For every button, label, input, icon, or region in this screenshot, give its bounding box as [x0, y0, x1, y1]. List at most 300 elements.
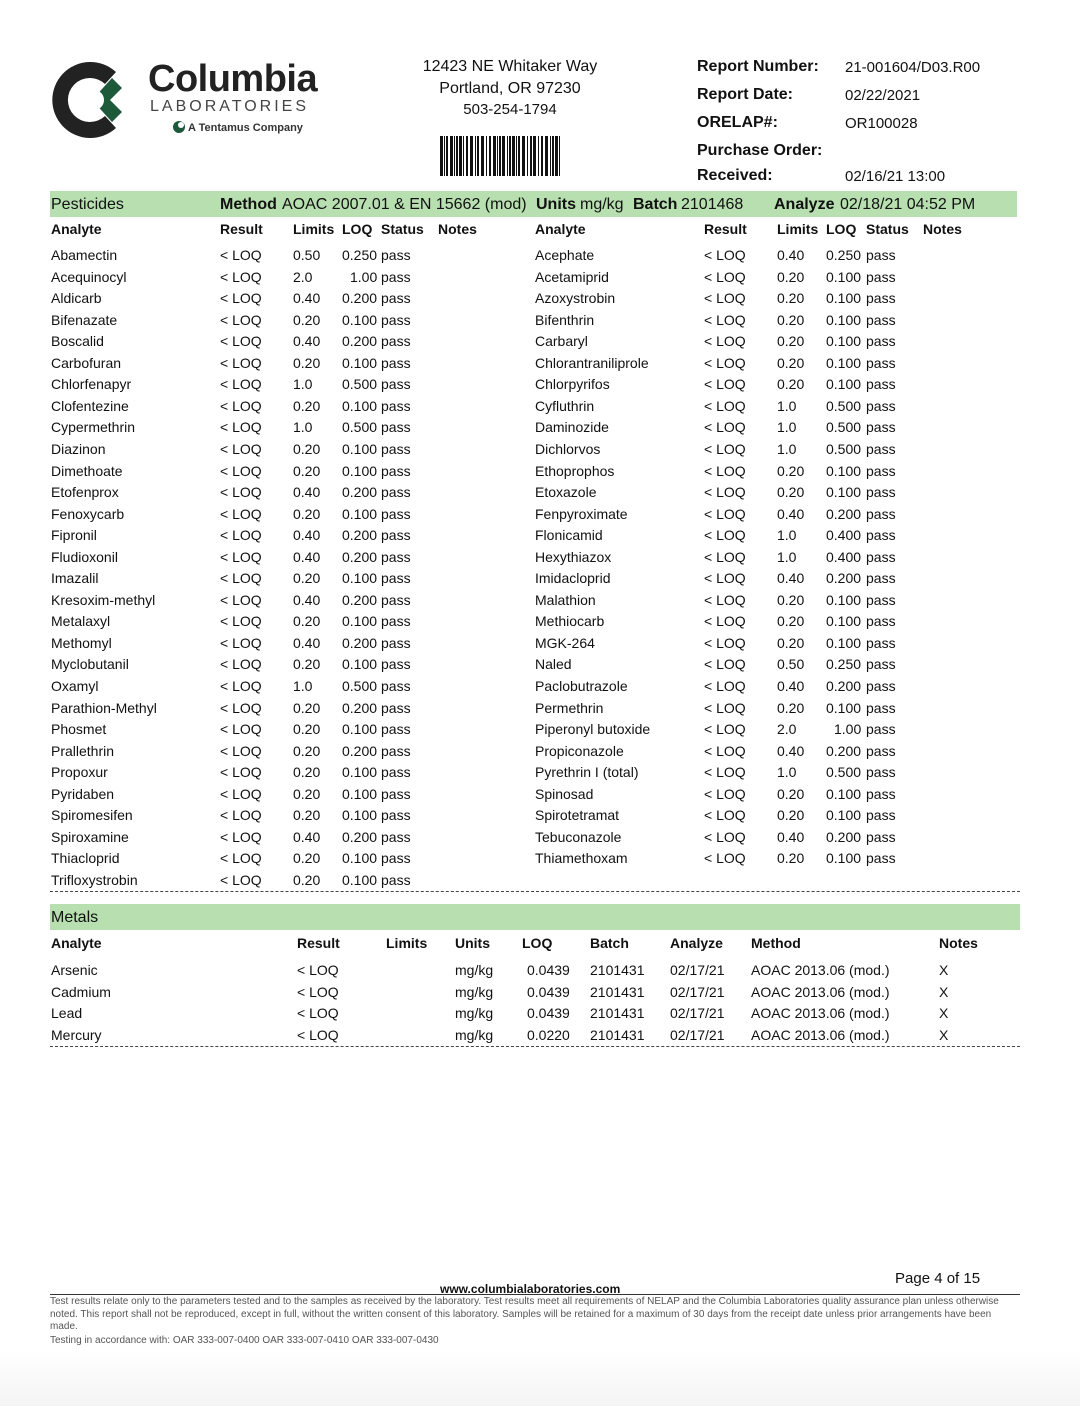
metal-r2-loq: 0.0439 [527, 1005, 570, 1021]
pesticide-left-r1-loq: 1.00 [350, 269, 378, 285]
pesticide-left-r22-result: < LOQ [220, 721, 262, 737]
pesticide-left-r6-status: pass [381, 376, 411, 392]
metals-title: Metals [51, 909, 99, 926]
barcode-bar [456, 136, 458, 176]
pesticide-left-r7-loq: 0.100 [342, 398, 378, 414]
pesticide-left-r15-loq: 0.100 [342, 570, 378, 586]
pesticide-right-r7-result: < LOQ [704, 398, 746, 414]
header-result-left: Result [220, 221, 263, 237]
pesticide-left-r0-loq: 0.250 [342, 247, 378, 263]
metals-divider [50, 1046, 1020, 1047]
barcode-bar [499, 136, 501, 176]
header-notes-right: Notes [923, 221, 962, 237]
footer-testing: Testing in accordance with: OAR 333-007-0400 OAR 333-007-0410 OAR 333-007-0430 [50, 1335, 439, 1346]
pesticide-right-r28-loq: 0.100 [826, 850, 862, 866]
pesticide-left-r20-analyte: Oxamyl [51, 678, 99, 694]
pesticide-right-r9-status: pass [866, 441, 896, 457]
metals-header-result: Result [297, 935, 340, 951]
pesticide-right-r6-analyte: Chlorpyrifos [535, 376, 610, 392]
pesticide-left-r13-status: pass [381, 527, 411, 543]
pesticide-right-r21-analyte: Permethrin [535, 700, 604, 716]
pesticide-left-r19-loq: 0.100 [342, 656, 378, 672]
pesticide-right-r2-result: < LOQ [704, 290, 746, 306]
pesticide-left-r23-analyte: Prallethrin [51, 743, 115, 759]
pesticide-right-r5-loq: 0.100 [826, 355, 862, 371]
pesticide-left-r15-limits: 0.20 [293, 570, 321, 586]
pesticide-left-r16-result: < LOQ [220, 592, 262, 608]
metal-r3-analyze: 02/17/21 [670, 1027, 725, 1043]
pesticide-right-r21-status: pass [866, 700, 896, 716]
pesticide-left-r9-limits: 0.20 [293, 441, 321, 457]
pesticide-right-r15-result: < LOQ [704, 570, 746, 586]
pesticide-right-r2-limits: 0.20 [777, 290, 805, 306]
pesticide-left-r27-status: pass [381, 829, 411, 845]
pesticide-left-r27-analyte: Spiroxamine [51, 829, 129, 845]
pesticide-right-r3-loq: 0.100 [826, 312, 862, 328]
pesticide-right-r28-limits: 0.20 [777, 850, 805, 866]
pesticide-left-r14-loq: 0.200 [342, 549, 378, 565]
barcode-bar [522, 136, 525, 176]
pesticide-right-r25-result: < LOQ [704, 786, 746, 802]
metals-band [50, 904, 1020, 930]
pesticide-left-r27-result: < LOQ [220, 829, 262, 845]
pesticide-left-r8-status: pass [381, 419, 411, 435]
pesticide-left-r6-limits: 1.0 [293, 376, 313, 392]
pesticide-right-r1-result: < LOQ [704, 269, 746, 285]
pesticide-right-r8-analyte: Daminozide [535, 419, 609, 435]
pesticide-right-r12-status: pass [866, 506, 896, 522]
pesticide-left-r10-loq: 0.100 [342, 463, 378, 479]
pesticide-left-r5-loq: 0.100 [342, 355, 378, 371]
metals-header-analyze: Analyze [670, 935, 723, 951]
pesticide-left-r25-limits: 0.20 [293, 786, 321, 802]
metal-r0-loq: 0.0439 [527, 962, 570, 978]
pesticide-right-r24-analyte: Pyrethrin I (total) [535, 764, 639, 780]
pesticide-right-r21-result: < LOQ [704, 700, 746, 716]
pesticide-left-r24-limits: 0.20 [293, 764, 321, 780]
pesticide-right-r1-loq: 0.100 [826, 269, 862, 285]
barcode-bar [463, 136, 464, 176]
metal-r3-units: mg/kg [455, 1027, 494, 1043]
pesticide-left-r3-loq: 0.100 [342, 312, 378, 328]
pesticide-right-r4-status: pass [866, 333, 896, 349]
pesticide-left-r5-status: pass [381, 355, 411, 371]
pesticide-right-r4-analyte: Carbaryl [535, 333, 588, 349]
pesticide-left-r3-limits: 0.20 [293, 312, 321, 328]
pesticide-right-r2-loq: 0.100 [826, 290, 862, 306]
barcode-bar [541, 136, 543, 176]
address-phone: 503-254-1794 [463, 101, 557, 118]
barcode-bar [530, 136, 532, 176]
pesticide-left-r16-limits: 0.40 [293, 592, 321, 608]
logo-mark-icon [50, 50, 140, 150]
pesticide-left-r28-loq: 0.100 [342, 850, 378, 866]
pesticide-left-r4-result: < LOQ [220, 333, 262, 349]
pesticide-left-r25-result: < LOQ [220, 786, 262, 802]
pesticide-left-r23-limits: 0.20 [293, 743, 321, 759]
metal-r1-loq: 0.0439 [527, 984, 570, 1000]
pesticide-left-r27-limits: 0.40 [293, 829, 321, 845]
pesticide-left-r7-result: < LOQ [220, 398, 262, 414]
pesticide-left-r22-limits: 0.20 [293, 721, 321, 737]
pesticide-right-r6-result: < LOQ [704, 376, 746, 392]
pesticide-right-r23-status: pass [866, 743, 896, 759]
pesticide-right-r27-status: pass [866, 829, 896, 845]
pesticide-left-r21-loq: 0.200 [342, 700, 378, 716]
pesticide-left-r27-loq: 0.200 [342, 829, 378, 845]
metals-header-units: Units [455, 935, 490, 951]
metal-r1-method: AOAC 2013.06 (mod.) [751, 984, 890, 1000]
pesticide-right-r6-limits: 0.20 [777, 376, 805, 392]
pesticide-right-r20-loq: 0.200 [826, 678, 862, 694]
barcode-bar [486, 136, 487, 176]
pesticide-left-r24-result: < LOQ [220, 764, 262, 780]
metals-header-notes: Notes [939, 935, 978, 951]
barcode-bar [466, 136, 468, 176]
pesticide-left-r9-analyte: Diazinon [51, 441, 106, 457]
metal-r1-units: mg/kg [455, 984, 494, 1000]
pesticide-left-r11-result: < LOQ [220, 484, 262, 500]
pesticide-left-r26-analyte: Spiromesifen [51, 807, 133, 823]
pesticide-right-r22-limits: 2.0 [777, 721, 797, 737]
pesticide-left-r5-analyte: Carbofuran [51, 355, 122, 371]
pesticide-left-r28-status: pass [381, 850, 411, 866]
report-date: 02/22/2021 [845, 87, 921, 104]
pesticide-left-r19-result: < LOQ [220, 656, 262, 672]
metal-r3-batch: 2101431 [590, 1027, 645, 1043]
pesticide-left-r2-analyte: Aldicarb [51, 290, 102, 306]
metal-r3-notes: X [939, 1027, 949, 1043]
barcode-bar [489, 136, 491, 176]
pesticide-right-r17-loq: 0.100 [826, 613, 862, 629]
pesticide-right-r26-loq: 0.100 [826, 807, 862, 823]
metal-r0-analyze: 02/17/21 [670, 962, 725, 978]
pesticide-left-r19-analyte: Myclobutanil [51, 656, 129, 672]
pesticide-left-r10-analyte: Dimethoate [51, 463, 123, 479]
header-notes-left: Notes [438, 221, 477, 237]
pesticide-left-r12-status: pass [381, 506, 411, 522]
pesticide-left-r4-loq: 0.200 [342, 333, 378, 349]
pesticide-left-r15-analyte: Imazalil [51, 570, 99, 586]
pesticide-left-r2-limits: 0.40 [293, 290, 321, 306]
metals-header-limits: Limits [386, 935, 428, 951]
pesticide-left-r20-result: < LOQ [220, 678, 262, 694]
pesticide-left-r26-limits: 0.20 [293, 807, 321, 823]
pesticide-right-r2-analyte: Azoxystrobin [535, 290, 616, 306]
metal-r2-analyte: Lead [51, 1005, 83, 1021]
header-analyte-right: Analyte [535, 221, 586, 237]
pesticide-right-r1-analyte: Acetamiprid [535, 269, 609, 285]
pesticide-right-r23-limits: 0.40 [777, 743, 805, 759]
barcode-bar [545, 136, 548, 176]
pesticide-left-r20-status: pass [381, 678, 411, 694]
metal-r1-batch: 2101431 [590, 984, 645, 1000]
pesticides-title: Pesticides [51, 196, 124, 213]
logo-sub: LABORATORIES [150, 98, 309, 115]
pesticide-right-r24-result: < LOQ [704, 764, 746, 780]
pesticide-left-r9-status: pass [381, 441, 411, 457]
pesticide-right-r25-loq: 0.100 [826, 786, 862, 802]
footer-url[interactable]: www.columbialaboratories.com [440, 1282, 621, 1296]
barcode-bar [477, 136, 479, 176]
method-value: AOAC 2007.01 & EN 15662 (mod) [282, 196, 527, 213]
columbia-logo [50, 50, 340, 150]
pesticide-left-r26-status: pass [381, 807, 411, 823]
pesticide-left-r29-result: < LOQ [220, 872, 262, 888]
report-number-label: Report Number: [697, 58, 819, 75]
metals-header-loq: LOQ [522, 935, 553, 951]
pesticide-right-r7-loq: 0.500 [826, 398, 862, 414]
barcode-bar [481, 136, 484, 176]
pesticide-right-r0-limits: 0.40 [777, 247, 805, 263]
metal-r2-analyze: 02/17/21 [670, 1005, 725, 1021]
pesticide-right-r5-result: < LOQ [704, 355, 746, 371]
barcode-bar [533, 136, 536, 176]
pesticide-right-r20-result: < LOQ [704, 678, 746, 694]
header-result-right: Result [704, 221, 747, 237]
pesticide-left-r11-status: pass [381, 484, 411, 500]
pesticide-right-r27-limits: 0.40 [777, 829, 805, 845]
barcode-bar [550, 136, 551, 176]
tentamus-icon [172, 120, 186, 134]
pesticide-left-r20-loq: 0.500 [342, 678, 378, 694]
pesticide-left-r13-limits: 0.40 [293, 527, 321, 543]
pesticide-left-r6-loq: 0.500 [342, 376, 378, 392]
batch-label: Batch [633, 196, 678, 213]
pesticide-left-r21-status: pass [381, 700, 411, 716]
pesticide-left-r18-analyte: Methomyl [51, 635, 112, 651]
pesticide-right-r5-analyte: Chlorantraniliprole [535, 355, 649, 371]
pesticide-left-r2-result: < LOQ [220, 290, 262, 306]
header-loq-right: LOQ [826, 221, 857, 237]
pesticide-right-r15-analyte: Imidacloprid [535, 570, 611, 586]
pesticide-right-r23-loq: 0.200 [826, 743, 862, 759]
pesticide-right-r13-status: pass [866, 527, 896, 543]
barcode-bar [552, 136, 554, 176]
pesticide-right-r9-limits: 1.0 [777, 441, 797, 457]
pesticide-right-r13-analyte: Flonicamid [535, 527, 603, 543]
pesticide-left-r4-status: pass [381, 333, 411, 349]
pesticide-right-r15-status: pass [866, 570, 896, 586]
barcode-bar [459, 136, 462, 176]
metal-r3-result: < LOQ [297, 1027, 339, 1043]
barcode-bar [516, 136, 517, 176]
pesticide-left-r5-result: < LOQ [220, 355, 262, 371]
metals-header-method: Method [751, 935, 801, 951]
logo-tag: A Tentamus Company [188, 122, 303, 134]
barcode-bar [518, 136, 520, 176]
pesticide-left-r15-result: < LOQ [220, 570, 262, 586]
units-value: mg/kg [580, 196, 624, 213]
pesticide-right-r6-status: pass [866, 376, 896, 392]
pesticide-right-r8-limits: 1.0 [777, 419, 797, 435]
pesticide-left-r24-loq: 0.100 [342, 764, 378, 780]
pesticide-right-r26-limits: 0.20 [777, 807, 805, 823]
pesticide-right-r8-status: pass [866, 419, 896, 435]
pesticide-left-r12-analyte: Fenoxycarb [51, 506, 125, 522]
pesticide-right-r4-limits: 0.20 [777, 333, 805, 349]
pesticide-right-r25-status: pass [866, 786, 896, 802]
metal-r3-analyte: Mercury [51, 1027, 102, 1043]
metal-r0-units: mg/kg [455, 962, 494, 978]
pesticide-right-r20-limits: 0.40 [777, 678, 805, 694]
pesticide-left-r22-analyte: Phosmet [51, 721, 107, 737]
metals-header-batch: Batch [590, 935, 629, 951]
pesticide-right-r1-limits: 0.20 [777, 269, 805, 285]
pesticide-right-r10-analyte: Ethoprophos [535, 463, 615, 479]
header-limits-left: Limits [293, 221, 335, 237]
pesticide-right-r7-limits: 1.0 [777, 398, 797, 414]
pesticide-left-r2-loq: 0.200 [342, 290, 378, 306]
pesticide-right-r12-result: < LOQ [704, 506, 746, 522]
pesticide-right-r25-analyte: Spinosad [535, 786, 594, 802]
pesticide-left-r8-limits: 1.0 [293, 419, 313, 435]
metal-r1-notes: X [939, 984, 949, 1000]
pesticide-right-r17-result: < LOQ [704, 613, 746, 629]
pesticide-right-r20-analyte: Paclobutrazole [535, 678, 628, 694]
pesticide-left-r9-loq: 0.100 [342, 441, 378, 457]
pesticide-left-r28-limits: 0.20 [293, 850, 321, 866]
footer-disclaimer: Test results relate only to the parameters tested and to the samples as received by the laboratory. Test results meet all requirements of NELAP and the Columbia Laboratories quality assurance plan unless otherwise noted. This report shall not be reproduced, except in full, without the written consent of this laboratory. Samples will be retained for a maximum of 30 days from the receipt date unless prior arrangements have been made. [50, 1296, 999, 1333]
pesticide-left-r13-loq: 0.200 [342, 527, 378, 543]
pesticide-left-r9-result: < LOQ [220, 441, 262, 457]
pesticide-left-r25-loq: 0.100 [342, 786, 378, 802]
pesticide-right-r2-status: pass [866, 290, 896, 306]
pesticide-right-r21-loq: 0.100 [826, 700, 862, 716]
barcode-bar [446, 136, 448, 176]
report-number: 21-001604/D03.R00 [845, 59, 981, 76]
page-number: Page 4 of 15 [895, 1270, 981, 1287]
metal-r1-analyte: Cadmium [51, 984, 111, 1000]
pesticide-left-r29-analyte: Trifloxystrobin [51, 872, 138, 888]
pesticide-right-r5-limits: 0.20 [777, 355, 805, 371]
barcode-bar [512, 136, 515, 176]
pesticide-right-r17-analyte: Methiocarb [535, 613, 605, 629]
pesticide-right-r5-status: pass [866, 355, 896, 371]
pesticide-left-r14-result: < LOQ [220, 549, 262, 565]
pesticide-right-r19-status: pass [866, 656, 896, 672]
pesticide-left-r14-status: pass [381, 549, 411, 565]
barcode-bar [509, 136, 511, 176]
purchase-order-label: Purchase Order: [697, 142, 823, 159]
pesticide-left-r24-analyte: Propoxur [51, 764, 108, 780]
pesticide-left-r28-result: < LOQ [220, 850, 262, 866]
pesticide-right-r14-analyte: Hexythiazox [535, 549, 612, 565]
pesticide-right-r18-status: pass [866, 635, 896, 651]
pesticide-left-r0-analyte: Abamectin [51, 247, 118, 263]
pesticide-right-r14-limits: 1.0 [777, 549, 797, 565]
pesticide-left-r8-result: < LOQ [220, 419, 262, 435]
metal-r2-result: < LOQ [297, 1005, 339, 1021]
pesticide-right-r13-limits: 1.0 [777, 527, 797, 543]
pesticide-right-r0-result: < LOQ [704, 247, 746, 263]
metal-r0-notes: X [939, 962, 949, 978]
pesticide-left-r0-status: pass [381, 247, 411, 263]
pesticide-right-r13-result: < LOQ [704, 527, 746, 543]
pesticide-left-r10-result: < LOQ [220, 463, 262, 479]
metal-r0-analyte: Arsenic [51, 962, 98, 978]
pesticide-right-r19-result: < LOQ [704, 656, 746, 672]
pesticide-left-r13-result: < LOQ [220, 527, 262, 543]
pesticide-right-r12-loq: 0.200 [826, 506, 862, 522]
pesticide-left-r1-analyte: Acequinocyl [51, 269, 127, 285]
pesticide-left-r16-loq: 0.200 [342, 592, 378, 608]
report-date-label: Report Date: [697, 86, 794, 103]
pesticide-right-r17-status: pass [866, 613, 896, 629]
pesticide-left-r14-analyte: Fludioxonil [51, 549, 118, 565]
pesticide-left-r25-analyte: Pyridaben [51, 786, 115, 802]
barcode-bar [555, 136, 558, 176]
method-label: Method [220, 196, 277, 213]
header-status-left: Status [381, 221, 424, 237]
pesticide-right-r28-analyte: Thiamethoxam [535, 850, 628, 866]
pesticide-left-r17-result: < LOQ [220, 613, 262, 629]
barcode-bar [493, 136, 496, 176]
pesticide-left-r20-limits: 1.0 [293, 678, 313, 694]
metal-r2-method: AOAC 2013.06 (mod.) [751, 1005, 890, 1021]
pesticide-left-r18-status: pass [381, 635, 411, 651]
pesticide-left-r26-result: < LOQ [220, 807, 262, 823]
pesticide-left-r17-analyte: Metalaxyl [51, 613, 111, 629]
pesticide-left-r11-loq: 0.200 [342, 484, 378, 500]
analyze-value: 02/18/21 04:52 PM [840, 196, 976, 213]
pesticides-band [50, 191, 1017, 217]
pesticide-right-r28-result: < LOQ [704, 850, 746, 866]
pesticide-left-r14-limits: 0.40 [293, 549, 321, 565]
pesticide-left-r2-status: pass [381, 290, 411, 306]
pesticide-right-r16-loq: 0.100 [826, 592, 862, 608]
barcode-bar [454, 136, 455, 176]
pesticide-right-r11-limits: 0.20 [777, 484, 805, 500]
pesticide-right-r16-result: < LOQ [704, 592, 746, 608]
pesticide-left-r18-result: < LOQ [220, 635, 262, 651]
pesticide-right-r15-limits: 0.40 [777, 570, 805, 586]
metal-r1-result: < LOQ [297, 984, 339, 1000]
pesticide-right-r22-result: < LOQ [704, 721, 746, 737]
pesticide-right-r9-analyte: Dichlorvos [535, 441, 601, 457]
pesticide-right-r19-loq: 0.250 [826, 656, 862, 672]
pesticide-right-r28-status: pass [866, 850, 896, 866]
pesticide-left-r19-limits: 0.20 [293, 656, 321, 672]
pesticide-right-r27-result: < LOQ [704, 829, 746, 845]
header-status-right: Status [866, 221, 909, 237]
pesticide-left-r3-result: < LOQ [220, 312, 262, 328]
barcode-bar [475, 136, 476, 176]
pesticide-right-r14-result: < LOQ [704, 549, 746, 565]
pesticide-right-r8-loq: 0.500 [826, 419, 862, 435]
barcode-bar [444, 136, 445, 176]
pesticide-right-r21-limits: 0.20 [777, 700, 805, 716]
pesticide-right-r12-limits: 0.40 [777, 506, 805, 522]
pesticide-right-r26-result: < LOQ [704, 807, 746, 823]
pesticide-right-r10-status: pass [866, 463, 896, 479]
pesticide-right-r16-analyte: Malathion [535, 592, 596, 608]
pesticide-left-r26-loq: 0.100 [342, 807, 378, 823]
barcode-bar [470, 136, 473, 176]
pesticide-right-r22-analyte: Piperonyl butoxide [535, 721, 651, 737]
pesticide-left-r10-limits: 0.20 [293, 463, 321, 479]
footer-rule [50, 1294, 1020, 1295]
barcode-icon [440, 136, 562, 176]
header-analyte-left: Analyte [51, 221, 102, 237]
pesticide-left-r3-analyte: Bifenazate [51, 312, 118, 328]
pesticide-left-r18-loq: 0.200 [342, 635, 378, 651]
pesticide-right-r3-result: < LOQ [704, 312, 746, 328]
pesticide-right-r18-limits: 0.20 [777, 635, 805, 651]
orelap-number: OR100028 [845, 115, 918, 132]
batch-value: 2101468 [681, 196, 744, 213]
pesticide-left-r23-result: < LOQ [220, 743, 262, 759]
